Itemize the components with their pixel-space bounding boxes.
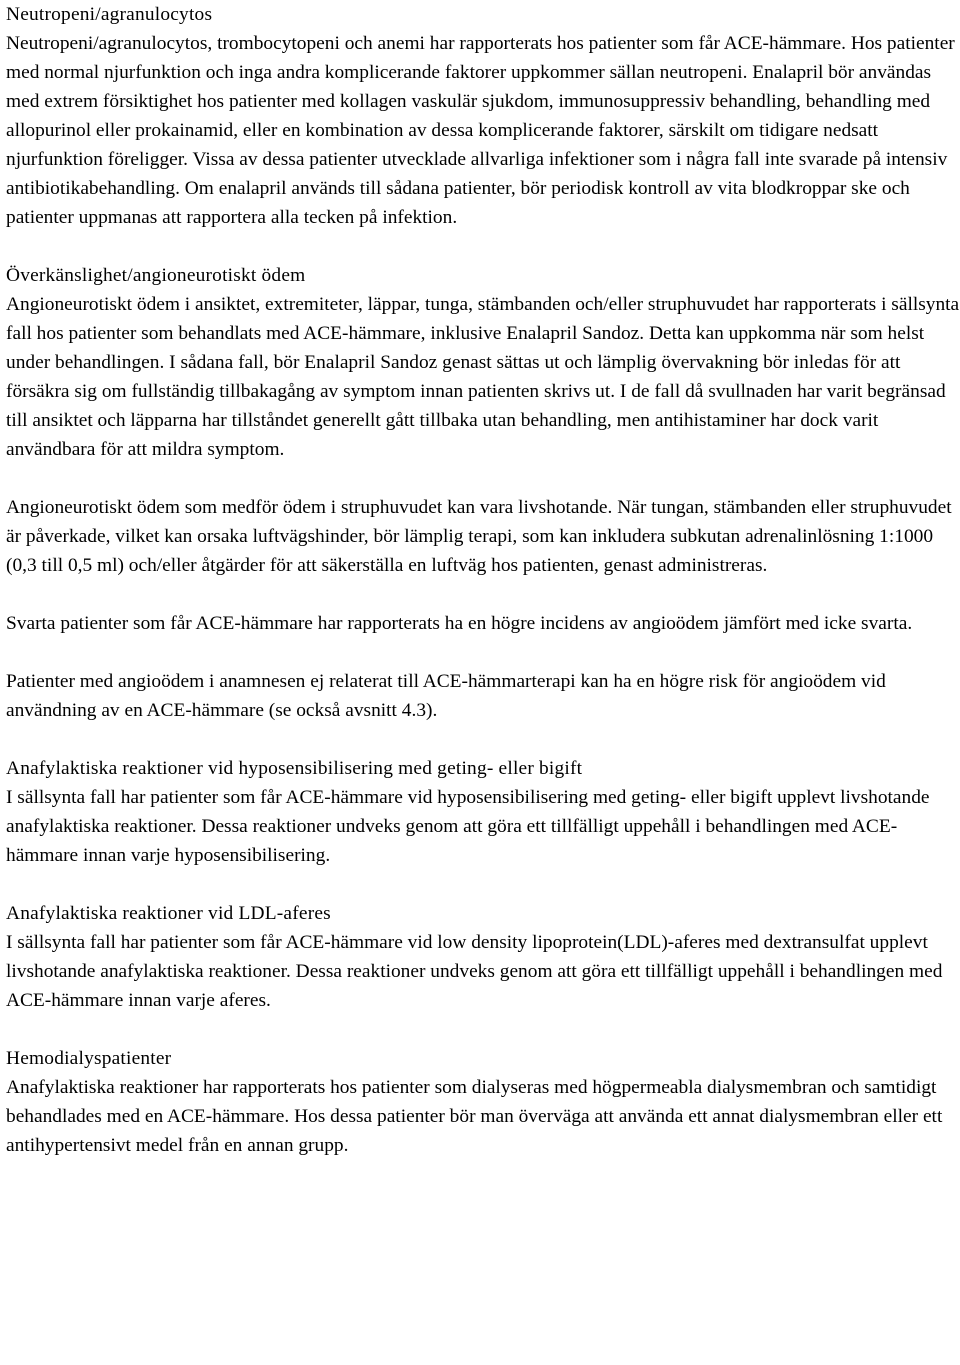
section-anafylaxi-hyposensibilisering: [6, 754, 960, 870]
paragraph-gap: [6, 725, 960, 754]
paragraph-gap: [6, 1015, 960, 1044]
section-anafylaxi-ldl-aferes: [6, 899, 960, 1015]
section-heading: Neutropeni/agranulocytos: [6, 4, 213, 25]
section-paragraph: Anafylaktiska reaktioner har rapporterats hos patienter som dialyseras med högpermeabla dialysmembran och samtidigt behandlades med en ACE-hämmare. Hos dessa patienter bör man överväga att använda ett annat dialysmembran eller ett antihypertensivt medel från en annan grupp.: [6, 1077, 943, 1156]
section-paragraph: Patienter med angioödem i anamnesen ej relaterat till ACE-hämmarterapi kan ha en högre risk för angioödem vid användning av en ACE-hämmare (se också avsnitt 4.3).: [6, 671, 886, 721]
section-hemodialyspatienter: [6, 1044, 960, 1160]
paragraph-gap: [6, 464, 960, 493]
section-overkanslighet: [6, 261, 960, 725]
section-paragraph: I sällsynta fall har patienter som får ACE-hämmare vid hyposensibilisering med geting- eller bigift upplevt livshotande anafylaktiska reaktioner. Dessa reaktioner undveks genom att göra ett tillfälligt uppehåll i behandlingen med ACE-hämmare innan varje hyposensibilisering.: [6, 787, 930, 866]
section-heading: Överkänslighet/angioneurotiskt ödem: [6, 265, 306, 286]
section-paragraph: Svarta patienter som får ACE-hämmare har rapporterats ha en högre incidens av angioödem jämfört med icke svarta.: [6, 613, 913, 634]
section-heading: Anafylaktiska reaktioner vid hyposensibilisering med geting- eller bigift: [6, 758, 583, 779]
paragraph-gap: [6, 232, 960, 261]
paragraph-gap: [6, 870, 960, 899]
paragraph-gap: [6, 638, 960, 667]
paragraph-gap: [6, 580, 960, 609]
section-neutropeni: [6, 0, 960, 232]
section-heading: Anafylaktiska reaktioner vid LDL-aferes: [6, 903, 331, 924]
section-paragraph: Neutropeni/agranulocytos, trombocytopeni och anemi har rapporterats hos patienter som får ACE-hämmare. Hos patienter med normal njurfunktion och inga andra komplicerande faktorer uppkommer sällan neutropeni. Enalapril bör användas med extrem försiktighet hos patienter med kollagen vaskulär sjukdom, immunosuppressiv behandling, behandling med allopurinol eller prokainamid, eller en kombination av dessa komplicerande faktorer, särskilt om tidigare nedsatt njurfunktion föreligger. Vissa av dessa patienter utvecklade allvarliga infektioner som i några fall inte svarade på intensiv antibiotikabehandling. Om enalapril används till sådana patienter, bör periodisk kontroll av vita blodkroppar ske och patienter uppmanas att rapportera alla tecken på infektion.: [6, 33, 955, 228]
section-heading: Hemodialyspatienter: [6, 1048, 172, 1069]
section-paragraph: Angioneurotiskt ödem som medför ödem i struphuvudet kan vara livshotande. När tungan, stämbanden eller struphuvudet är påverkade, vilket kan orsaka luftvägshinder, bör lämplig terapi, som kan inkludera subkutan adrenalinlösning 1:1000 (0,3 till 0,5 ml) och/eller åtgärder för att säkerställa en luftväg hos patienten, genast administreras.: [6, 497, 952, 576]
section-paragraph: Angioneurotiskt ödem i ansiktet, extremiteter, läppar, tunga, stämbanden och/eller struphuvudet har rapporterats i sällsynta fall hos patienter som behandlats med ACE-hämmare, inklusive Enalapril Sandoz. Detta kan uppkomma när som helst under behandlingen. I sådana fall, bör Enalapril Sandoz genast sättas ut och lämplig övervakning bör inledas för att försäkra sig om fullständig tillbakagång av symptom innan patienten skrivs ut. I de fall då svullnaden har varit begränsad till ansiktet och läpparna har tillståndet generellt gått tillbaka utan behandling, men antihistaminer har dock varit användbara för att mildra symptom.: [6, 294, 960, 460]
section-paragraph: I sällsynta fall har patienter som får ACE-hämmare vid low density lipoprotein(LDL)-aferes med dextransulfat upplevt livshotande anafylaktiska reaktioner. Dessa reaktioner undveks genom att göra ett tillfälligt uppehåll i behandlingen med ACE-hämmare innan varje aferes.: [6, 932, 943, 1011]
